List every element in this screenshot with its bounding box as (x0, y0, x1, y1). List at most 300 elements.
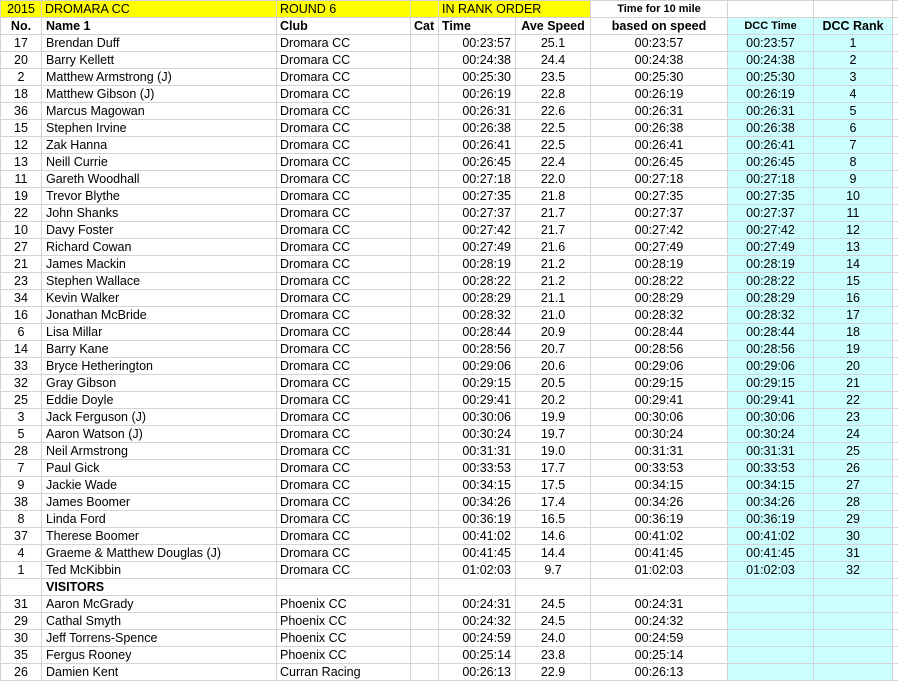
rider-no-cell[interactable]: 1 (1, 562, 42, 579)
dcc-rank-cell[interactable]: 6 (814, 120, 893, 137)
rider-time-cell[interactable]: 00:24:31 (439, 596, 516, 613)
blank-cell[interactable] (893, 324, 898, 341)
rider-cat-cell[interactable] (411, 511, 439, 528)
rider-no-cell[interactable]: 6 (1, 324, 42, 341)
rider-cat-cell[interactable] (411, 137, 439, 154)
blank-cell[interactable] (439, 579, 516, 596)
rider-club-cell[interactable]: Dromara CC (277, 494, 411, 511)
rider-no-cell[interactable]: 33 (1, 358, 42, 375)
dcc-time-cell[interactable]: 00:36:19 (728, 511, 814, 528)
rider-tfs-cell[interactable]: 00:25:30 (591, 69, 728, 86)
rider-name-cell[interactable]: Cathal Smyth (42, 613, 277, 630)
dcc-time-cell[interactable]: 00:30:24 (728, 426, 814, 443)
year-cell[interactable]: 2015 (1, 1, 42, 18)
dcc-rank-cell[interactable]: 3 (814, 69, 893, 86)
dcc-rank-cell[interactable]: 25 (814, 443, 893, 460)
header-club[interactable]: Club (277, 18, 411, 35)
blank-cell[interactable] (893, 256, 898, 273)
dcc-rank-cell[interactable]: 17 (814, 307, 893, 324)
rider-speed-cell[interactable]: 22.9 (516, 664, 591, 681)
header-time[interactable]: Time (439, 18, 516, 35)
dcc-rank-cell[interactable]: 2 (814, 52, 893, 69)
blank-cell[interactable] (893, 630, 898, 647)
rider-no-cell[interactable]: 31 (1, 596, 42, 613)
rider-time-cell[interactable]: 00:24:59 (439, 630, 516, 647)
rider-no-cell[interactable]: 2 (1, 69, 42, 86)
rider-name-cell[interactable]: Aaron Watson (J) (42, 426, 277, 443)
dcc-time-cell[interactable]: 00:26:38 (728, 120, 814, 137)
rider-no-cell[interactable]: 29 (1, 613, 42, 630)
rider-speed-cell[interactable]: 20.6 (516, 358, 591, 375)
rider-cat-cell[interactable] (411, 256, 439, 273)
dcc-rank-cell[interactable]: 13 (814, 239, 893, 256)
rider-cat-cell[interactable] (411, 460, 439, 477)
title-blank-cell[interactable] (411, 1, 439, 18)
rider-tfs-cell[interactable]: 00:24:31 (591, 596, 728, 613)
rider-no-cell[interactable]: 25 (1, 392, 42, 409)
rider-tfs-cell[interactable]: 00:27:35 (591, 188, 728, 205)
time-for-cell[interactable]: Time for 10 mile (591, 1, 728, 18)
rider-speed-cell[interactable]: 21.8 (516, 188, 591, 205)
rider-speed-cell[interactable]: 19.7 (516, 426, 591, 443)
dcc-time-cell[interactable]: 00:34:26 (728, 494, 814, 511)
rider-speed-cell[interactable]: 21.2 (516, 273, 591, 290)
rider-cat-cell[interactable] (411, 69, 439, 86)
dcc-blank-cell[interactable] (814, 596, 893, 613)
rider-club-cell[interactable]: Dromara CC (277, 324, 411, 341)
rider-tfs-cell[interactable]: 00:27:49 (591, 239, 728, 256)
dcc-time-cell[interactable]: 00:26:19 (728, 86, 814, 103)
rider-name-cell[interactable]: James Boomer (42, 494, 277, 511)
rider-club-cell[interactable]: Dromara CC (277, 239, 411, 256)
rider-time-cell[interactable]: 00:29:15 (439, 375, 516, 392)
rider-cat-cell[interactable] (411, 613, 439, 630)
blank-cell[interactable] (814, 1, 893, 18)
blank-cell[interactable] (893, 222, 898, 239)
rider-club-cell[interactable]: Dromara CC (277, 86, 411, 103)
rider-no-cell[interactable]: 27 (1, 239, 42, 256)
rider-club-cell[interactable]: Dromara CC (277, 392, 411, 409)
rider-name-cell[interactable]: Jeff Torrens-Spence (42, 630, 277, 647)
blank-cell[interactable] (893, 103, 898, 120)
rider-time-cell[interactable]: 00:28:29 (439, 290, 516, 307)
rider-name-cell[interactable]: Stephen Wallace (42, 273, 277, 290)
dcc-time-cell[interactable]: 00:41:45 (728, 545, 814, 562)
rider-speed-cell[interactable]: 24.4 (516, 52, 591, 69)
rider-club-cell[interactable]: Dromara CC (277, 545, 411, 562)
dcc-blank-cell[interactable] (728, 613, 814, 630)
dcc-rank-cell[interactable]: 32 (814, 562, 893, 579)
rider-cat-cell[interactable] (411, 647, 439, 664)
rider-tfs-cell[interactable]: 00:28:19 (591, 256, 728, 273)
rider-time-cell[interactable]: 00:23:57 (439, 35, 516, 52)
rider-tfs-cell[interactable]: 01:02:03 (591, 562, 728, 579)
dcc-blank-cell[interactable] (728, 579, 814, 596)
rider-name-cell[interactable]: Matthew Armstrong (J) (42, 69, 277, 86)
club-title-cell[interactable]: DROMARA CC (42, 1, 277, 18)
dcc-time-cell[interactable]: 00:28:22 (728, 273, 814, 290)
rider-no-cell[interactable]: 35 (1, 647, 42, 664)
blank-cell[interactable] (893, 69, 898, 86)
rider-time-cell[interactable]: 00:28:44 (439, 324, 516, 341)
rider-name-cell[interactable]: Eddie Doyle (42, 392, 277, 409)
dcc-time-cell[interactable]: 00:27:35 (728, 188, 814, 205)
header-cat[interactable]: Cat (411, 18, 439, 35)
rider-club-cell[interactable]: Dromara CC (277, 358, 411, 375)
dcc-rank-cell[interactable]: 10 (814, 188, 893, 205)
rider-club-cell[interactable]: Dromara CC (277, 273, 411, 290)
blank-cell[interactable] (893, 35, 898, 52)
rider-cat-cell[interactable] (411, 154, 439, 171)
rider-tfs-cell[interactable]: 00:26:38 (591, 120, 728, 137)
dcc-rank-cell[interactable]: 7 (814, 137, 893, 154)
rider-cat-cell[interactable] (411, 494, 439, 511)
rider-no-cell[interactable]: 9 (1, 477, 42, 494)
rider-name-cell[interactable]: Jackie Wade (42, 477, 277, 494)
dcc-time-cell[interactable]: 01:02:03 (728, 562, 814, 579)
rider-tfs-cell[interactable]: 00:34:26 (591, 494, 728, 511)
dcc-time-cell[interactable]: 00:33:53 (728, 460, 814, 477)
dcc-rank-cell[interactable]: 5 (814, 103, 893, 120)
rider-tfs-cell[interactable]: 00:26:19 (591, 86, 728, 103)
dcc-rank-cell[interactable]: 28 (814, 494, 893, 511)
rider-name-cell[interactable]: Barry Kellett (42, 52, 277, 69)
dcc-time-cell[interactable]: 00:27:49 (728, 239, 814, 256)
rider-name-cell[interactable]: Paul Gick (42, 460, 277, 477)
dcc-blank-cell[interactable] (814, 613, 893, 630)
rider-name-cell[interactable]: Brendan Duff (42, 35, 277, 52)
rider-club-cell[interactable]: Phoenix CC (277, 630, 411, 647)
blank-cell[interactable] (893, 545, 898, 562)
rider-tfs-cell[interactable]: 00:23:57 (591, 35, 728, 52)
rider-tfs-cell[interactable]: 00:29:41 (591, 392, 728, 409)
dcc-time-cell[interactable]: 00:28:44 (728, 324, 814, 341)
rider-no-cell[interactable]: 14 (1, 341, 42, 358)
dcc-time-cell[interactable]: 00:26:31 (728, 103, 814, 120)
dcc-time-cell[interactable]: 00:25:30 (728, 69, 814, 86)
rider-speed-cell[interactable]: 23.5 (516, 69, 591, 86)
rider-name-cell[interactable]: Kevin Walker (42, 290, 277, 307)
blank-cell[interactable] (893, 52, 898, 69)
header-name[interactable]: Name 1 (42, 18, 277, 35)
rider-tfs-cell[interactable]: 00:30:24 (591, 426, 728, 443)
dcc-time-cell[interactable]: 00:27:18 (728, 171, 814, 188)
rider-tfs-cell[interactable]: 00:26:45 (591, 154, 728, 171)
rider-club-cell[interactable]: Dromara CC (277, 222, 411, 239)
dcc-rank-cell[interactable]: 31 (814, 545, 893, 562)
dcc-time-cell[interactable]: 00:31:31 (728, 443, 814, 460)
rider-no-cell[interactable]: 19 (1, 188, 42, 205)
rider-cat-cell[interactable] (411, 528, 439, 545)
rider-speed-cell[interactable]: 14.4 (516, 545, 591, 562)
dcc-rank-cell[interactable]: 20 (814, 358, 893, 375)
blank-cell[interactable] (893, 477, 898, 494)
dcc-rank-cell[interactable]: 24 (814, 426, 893, 443)
rider-name-cell[interactable]: Bryce Hetherington (42, 358, 277, 375)
rider-no-cell[interactable]: 38 (1, 494, 42, 511)
blank-cell[interactable] (893, 375, 898, 392)
rider-tfs-cell[interactable]: 00:26:13 (591, 664, 728, 681)
rider-tfs-cell[interactable]: 00:28:22 (591, 273, 728, 290)
rider-name-cell[interactable]: Jonathan McBride (42, 307, 277, 324)
rider-tfs-cell[interactable]: 00:24:59 (591, 630, 728, 647)
rider-speed-cell[interactable]: 24.0 (516, 630, 591, 647)
blank-cell[interactable] (893, 647, 898, 664)
rider-name-cell[interactable]: Neill Currie (42, 154, 277, 171)
rider-speed-cell[interactable]: 22.6 (516, 103, 591, 120)
rider-club-cell[interactable]: Dromara CC (277, 341, 411, 358)
rider-cat-cell[interactable] (411, 188, 439, 205)
dcc-rank-cell[interactable]: 4 (814, 86, 893, 103)
blank-cell[interactable] (893, 120, 898, 137)
rider-speed-cell[interactable]: 17.5 (516, 477, 591, 494)
rider-time-cell[interactable]: 00:36:19 (439, 511, 516, 528)
rider-club-cell[interactable]: Dromara CC (277, 477, 411, 494)
blank-cell[interactable] (893, 426, 898, 443)
rider-no-cell[interactable]: 32 (1, 375, 42, 392)
rider-club-cell[interactable]: Dromara CC (277, 409, 411, 426)
rider-no-cell[interactable]: 15 (1, 120, 42, 137)
rider-cat-cell[interactable] (411, 171, 439, 188)
rider-club-cell[interactable]: Phoenix CC (277, 647, 411, 664)
dcc-time-cell[interactable]: 00:24:38 (728, 52, 814, 69)
rider-speed-cell[interactable]: 9.7 (516, 562, 591, 579)
rider-tfs-cell[interactable]: 00:26:31 (591, 103, 728, 120)
rider-no-cell[interactable]: 5 (1, 426, 42, 443)
dcc-time-cell[interactable]: 00:28:56 (728, 341, 814, 358)
rider-speed-cell[interactable]: 16.5 (516, 511, 591, 528)
dcc-rank-cell[interactable]: 11 (814, 205, 893, 222)
rider-name-cell[interactable]: Graeme & Matthew Douglas (J) (42, 545, 277, 562)
rider-club-cell[interactable]: Phoenix CC (277, 613, 411, 630)
dcc-rank-cell[interactable]: 8 (814, 154, 893, 171)
rider-speed-cell[interactable]: 22.8 (516, 86, 591, 103)
rider-speed-cell[interactable]: 22.0 (516, 171, 591, 188)
rider-name-cell[interactable]: Fergus Rooney (42, 647, 277, 664)
rider-speed-cell[interactable]: 22.4 (516, 154, 591, 171)
order-cell[interactable]: IN RANK ORDER (439, 1, 591, 18)
dcc-rank-cell[interactable]: 14 (814, 256, 893, 273)
dcc-time-cell[interactable]: 00:41:02 (728, 528, 814, 545)
rider-name-cell[interactable]: Barry Kane (42, 341, 277, 358)
blank-cell[interactable] (893, 290, 898, 307)
rider-name-cell[interactable]: James Mackin (42, 256, 277, 273)
rider-name-cell[interactable]: Stephen Irvine (42, 120, 277, 137)
rider-time-cell[interactable]: 00:24:38 (439, 52, 516, 69)
rider-time-cell[interactable]: 00:28:22 (439, 273, 516, 290)
rider-speed-cell[interactable]: 21.2 (516, 256, 591, 273)
rider-tfs-cell[interactable]: 00:27:42 (591, 222, 728, 239)
rider-speed-cell[interactable]: 14.6 (516, 528, 591, 545)
rider-no-cell[interactable]: 17 (1, 35, 42, 52)
rider-speed-cell[interactable]: 24.5 (516, 613, 591, 630)
dcc-rank-cell[interactable]: 1 (814, 35, 893, 52)
rider-tfs-cell[interactable]: 00:34:15 (591, 477, 728, 494)
rider-no-cell[interactable]: 34 (1, 290, 42, 307)
rider-name-cell[interactable]: Aaron McGrady (42, 596, 277, 613)
rider-no-cell[interactable]: 16 (1, 307, 42, 324)
rider-speed-cell[interactable]: 22.5 (516, 120, 591, 137)
rider-speed-cell[interactable]: 21.7 (516, 205, 591, 222)
blank-cell[interactable] (893, 341, 898, 358)
dcc-time-cell[interactable]: 00:29:06 (728, 358, 814, 375)
rider-name-cell[interactable]: Linda Ford (42, 511, 277, 528)
rider-no-cell[interactable]: 11 (1, 171, 42, 188)
blank-cell[interactable] (893, 562, 898, 579)
rider-name-cell[interactable]: Jack Ferguson (J) (42, 409, 277, 426)
rider-name-cell[interactable]: Ted McKibbin (42, 562, 277, 579)
rider-time-cell[interactable]: 00:28:19 (439, 256, 516, 273)
blank-cell[interactable] (411, 579, 439, 596)
header-speed[interactable]: Ave Speed (516, 18, 591, 35)
rider-tfs-cell[interactable]: 00:29:15 (591, 375, 728, 392)
rider-club-cell[interactable]: Dromara CC (277, 426, 411, 443)
rider-club-cell[interactable]: Dromara CC (277, 69, 411, 86)
blank-cell[interactable] (893, 86, 898, 103)
rider-name-cell[interactable]: Davy Foster (42, 222, 277, 239)
rider-time-cell[interactable]: 00:25:14 (439, 647, 516, 664)
rider-time-cell[interactable]: 00:28:32 (439, 307, 516, 324)
blank-cell[interactable] (893, 1, 898, 18)
rider-speed-cell[interactable]: 23.8 (516, 647, 591, 664)
dcc-time-cell[interactable]: 00:26:41 (728, 137, 814, 154)
rider-speed-cell[interactable]: 20.5 (516, 375, 591, 392)
dcc-time-cell[interactable]: 00:29:41 (728, 392, 814, 409)
dcc-rank-cell[interactable]: 21 (814, 375, 893, 392)
rider-club-cell[interactable]: Dromara CC (277, 290, 411, 307)
rider-club-cell[interactable]: Dromara CC (277, 256, 411, 273)
rider-no-cell[interactable]: 7 (1, 460, 42, 477)
rider-speed-cell[interactable]: 22.5 (516, 137, 591, 154)
rider-cat-cell[interactable] (411, 545, 439, 562)
blank-cell[interactable] (893, 494, 898, 511)
rider-club-cell[interactable]: Dromara CC (277, 35, 411, 52)
dcc-rank-cell[interactable]: 12 (814, 222, 893, 239)
rider-no-cell[interactable]: 36 (1, 103, 42, 120)
rider-club-cell[interactable]: Dromara CC (277, 375, 411, 392)
blank-cell[interactable] (893, 307, 898, 324)
rider-tfs-cell[interactable]: 00:30:06 (591, 409, 728, 426)
blank-cell[interactable] (893, 596, 898, 613)
rider-name-cell[interactable]: Trevor Blythe (42, 188, 277, 205)
rider-club-cell[interactable]: Dromara CC (277, 171, 411, 188)
rider-club-cell[interactable]: Curran Racing (277, 664, 411, 681)
rider-cat-cell[interactable] (411, 443, 439, 460)
rider-cat-cell[interactable] (411, 103, 439, 120)
rider-cat-cell[interactable] (411, 392, 439, 409)
rider-time-cell[interactable]: 00:27:42 (439, 222, 516, 239)
rider-cat-cell[interactable] (411, 120, 439, 137)
header-no[interactable]: No. (1, 18, 42, 35)
blank-cell[interactable] (728, 1, 814, 18)
rider-speed-cell[interactable]: 17.4 (516, 494, 591, 511)
blank-cell[interactable] (1, 579, 42, 596)
blank-cell[interactable] (893, 409, 898, 426)
dcc-time-cell[interactable]: 00:27:37 (728, 205, 814, 222)
rider-time-cell[interactable]: 00:26:19 (439, 86, 516, 103)
rider-time-cell[interactable]: 00:30:06 (439, 409, 516, 426)
rider-tfs-cell[interactable]: 00:28:29 (591, 290, 728, 307)
dcc-time-cell[interactable]: 00:28:32 (728, 307, 814, 324)
rider-time-cell[interactable]: 00:27:49 (439, 239, 516, 256)
rider-cat-cell[interactable] (411, 375, 439, 392)
rider-cat-cell[interactable] (411, 86, 439, 103)
dcc-blank-cell[interactable] (814, 630, 893, 647)
rider-club-cell[interactable]: Dromara CC (277, 460, 411, 477)
rider-name-cell[interactable]: Richard Cowan (42, 239, 277, 256)
blank-cell[interactable] (893, 664, 898, 681)
rider-club-cell[interactable]: Dromara CC (277, 443, 411, 460)
dcc-time-cell[interactable]: 00:27:42 (728, 222, 814, 239)
rider-cat-cell[interactable] (411, 477, 439, 494)
blank-cell[interactable] (277, 579, 411, 596)
dcc-blank-cell[interactable] (814, 579, 893, 596)
dcc-time-cell[interactable]: 00:23:57 (728, 35, 814, 52)
rider-cat-cell[interactable] (411, 562, 439, 579)
rider-time-cell[interactable]: 00:26:38 (439, 120, 516, 137)
dcc-rank-cell[interactable]: 16 (814, 290, 893, 307)
rider-club-cell[interactable]: Dromara CC (277, 154, 411, 171)
rider-tfs-cell[interactable]: 00:29:06 (591, 358, 728, 375)
rider-tfs-cell[interactable]: 00:28:32 (591, 307, 728, 324)
dcc-time-cell[interactable]: 00:28:19 (728, 256, 814, 273)
rider-cat-cell[interactable] (411, 52, 439, 69)
rider-cat-cell[interactable] (411, 630, 439, 647)
rider-speed-cell[interactable]: 20.2 (516, 392, 591, 409)
rider-cat-cell[interactable] (411, 596, 439, 613)
dcc-time-cell[interactable]: 00:34:15 (728, 477, 814, 494)
rider-name-cell[interactable]: Gray Gibson (42, 375, 277, 392)
dcc-blank-cell[interactable] (728, 647, 814, 664)
rider-speed-cell[interactable]: 21.6 (516, 239, 591, 256)
blank-cell[interactable] (516, 579, 591, 596)
dcc-rank-cell[interactable]: 19 (814, 341, 893, 358)
rider-speed-cell[interactable]: 17.7 (516, 460, 591, 477)
dcc-rank-cell[interactable]: 27 (814, 477, 893, 494)
rider-tfs-cell[interactable]: 00:28:44 (591, 324, 728, 341)
rider-club-cell[interactable]: Dromara CC (277, 137, 411, 154)
visitors-label[interactable]: VISITORS (42, 579, 277, 596)
rider-name-cell[interactable]: Therese Boomer (42, 528, 277, 545)
rider-name-cell[interactable]: Neil Armstrong (42, 443, 277, 460)
rider-name-cell[interactable]: Matthew Gibson (J) (42, 86, 277, 103)
rider-time-cell[interactable]: 00:28:56 (439, 341, 516, 358)
rider-time-cell[interactable]: 00:29:41 (439, 392, 516, 409)
dcc-blank-cell[interactable] (728, 596, 814, 613)
header-dcc-rank[interactable]: DCC Rank (814, 18, 893, 35)
blank-cell[interactable] (893, 443, 898, 460)
rider-time-cell[interactable]: 00:30:24 (439, 426, 516, 443)
rider-club-cell[interactable]: Dromara CC (277, 511, 411, 528)
rider-club-cell[interactable]: Dromara CC (277, 52, 411, 69)
rider-time-cell[interactable]: 00:26:31 (439, 103, 516, 120)
rider-no-cell[interactable]: 37 (1, 528, 42, 545)
rider-tfs-cell[interactable]: 00:33:53 (591, 460, 728, 477)
rider-tfs-cell[interactable]: 00:25:14 (591, 647, 728, 664)
dcc-time-cell[interactable]: 00:28:29 (728, 290, 814, 307)
rider-tfs-cell[interactable]: 00:41:02 (591, 528, 728, 545)
dcc-rank-cell[interactable]: 29 (814, 511, 893, 528)
blank-cell[interactable] (893, 579, 898, 596)
rider-no-cell[interactable]: 22 (1, 205, 42, 222)
blank-cell[interactable] (893, 239, 898, 256)
dcc-rank-cell[interactable]: 18 (814, 324, 893, 341)
rider-time-cell[interactable]: 00:26:45 (439, 154, 516, 171)
rider-speed-cell[interactable]: 25.1 (516, 35, 591, 52)
rider-time-cell[interactable]: 00:27:35 (439, 188, 516, 205)
rider-time-cell[interactable]: 00:33:53 (439, 460, 516, 477)
rider-tfs-cell[interactable]: 00:24:32 (591, 613, 728, 630)
